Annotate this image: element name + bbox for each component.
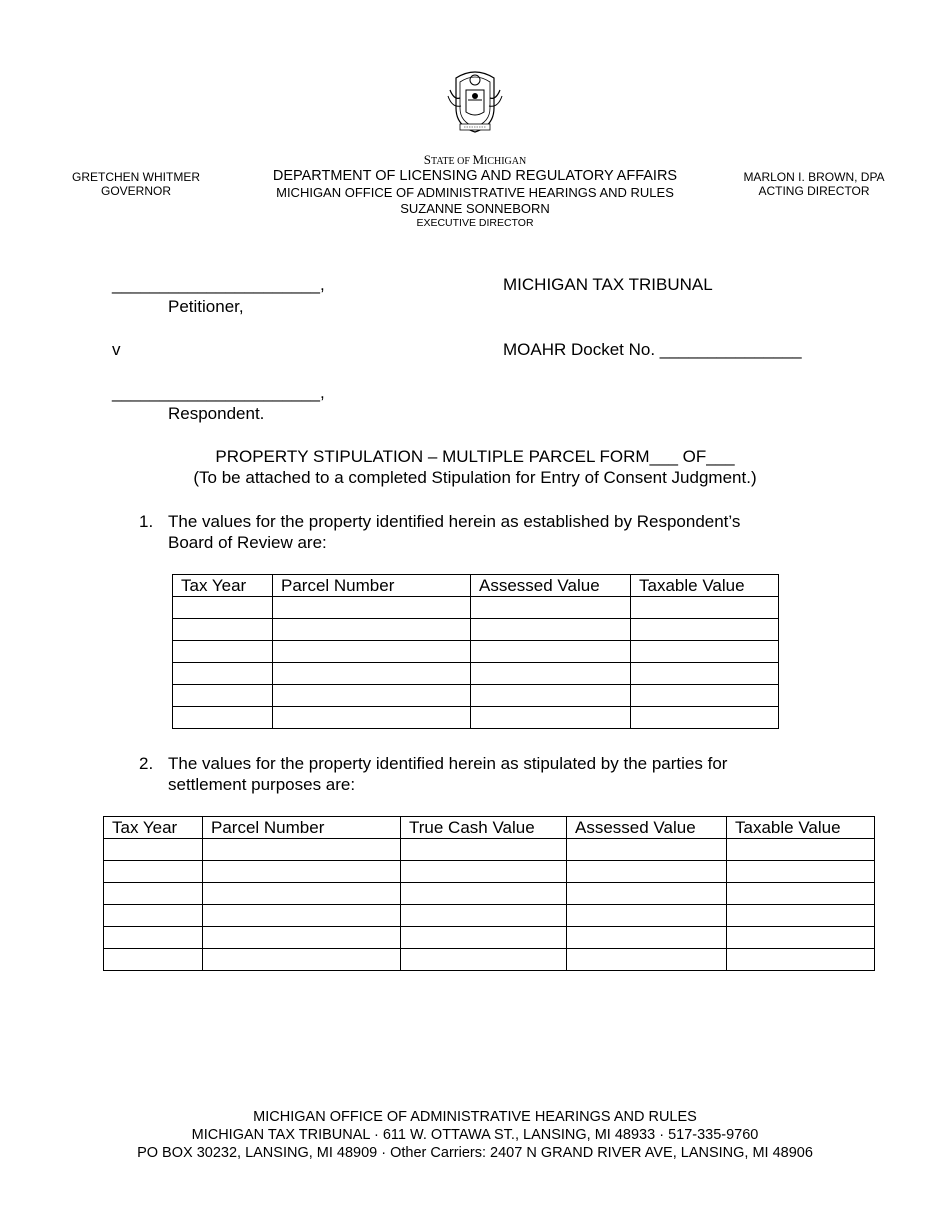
table-row: [173, 663, 779, 685]
table-row: [104, 883, 875, 905]
table-cell[interactable]: [401, 905, 567, 927]
table-cell[interactable]: [104, 927, 203, 949]
table-cell[interactable]: [203, 883, 401, 905]
table-cell[interactable]: [567, 905, 727, 927]
governor-name: GRETCHEN WHITMER: [72, 170, 200, 184]
column-header: Taxable Value: [631, 575, 779, 597]
table-cell[interactable]: [203, 839, 401, 861]
table-cell[interactable]: [401, 949, 567, 971]
section2-number: 2.: [139, 754, 154, 773]
state-name: STATE OF MICHIGAN: [423, 152, 527, 167]
director-block: [730, 170, 898, 198]
table-cell[interactable]: [401, 883, 567, 905]
table-row: [173, 619, 779, 641]
column-header: Assessed Value: [567, 817, 727, 839]
table-cell[interactable]: [631, 707, 779, 729]
table-cell[interactable]: [471, 707, 631, 729]
table-cell[interactable]: [631, 685, 779, 707]
settlement-values-table: [103, 816, 875, 971]
footer-line2: MICHIGAN TAX TRIBUNAL · 611 W. OTTAWA ST., LANSING, MI 48933 · 517-335-9760: [191, 1127, 759, 1143]
respondent-blank[interactable]: ______________________,: [112, 383, 325, 402]
executive-name: SUZANNE SONNEBORN: [400, 201, 550, 216]
table-cell[interactable]: [401, 927, 567, 949]
table-cell[interactable]: [104, 839, 203, 861]
table-cell[interactable]: [173, 707, 273, 729]
table-cell[interactable]: [173, 619, 273, 641]
table-row: [104, 949, 875, 971]
petitioner-blank[interactable]: ______________________,: [112, 275, 325, 294]
column-header: Tax Year: [173, 575, 273, 597]
table-header-row: [173, 575, 779, 597]
table-cell[interactable]: [401, 861, 567, 883]
tribunal-name: MICHIGAN TAX TRIBUNAL: [503, 275, 713, 294]
table-cell[interactable]: [727, 927, 875, 949]
column-header: Assessed Value: [471, 575, 631, 597]
table-cell[interactable]: [104, 883, 203, 905]
table-row: [173, 707, 779, 729]
table-cell[interactable]: [203, 861, 401, 883]
table-cell[interactable]: [203, 905, 401, 927]
table-cell[interactable]: [273, 597, 471, 619]
column-header: Parcel Number: [203, 817, 401, 839]
table-cell[interactable]: [631, 597, 779, 619]
section2-text-line1: The values for the property identified herein as stipulated by the parties for: [168, 754, 728, 773]
table-row: [104, 927, 875, 949]
column-header: True Cash Value: [401, 817, 567, 839]
table-cell[interactable]: [203, 949, 401, 971]
table-row: [104, 839, 875, 861]
table-cell[interactable]: [273, 707, 471, 729]
versus-label: v: [112, 340, 121, 359]
table-cell[interactable]: [173, 685, 273, 707]
table-cell[interactable]: [567, 839, 727, 861]
table-row: [104, 861, 875, 883]
table-cell[interactable]: [471, 641, 631, 663]
governor-title: GOVERNOR: [100, 184, 171, 198]
table-cell[interactable]: [567, 949, 727, 971]
footer-line1: MICHIGAN OFFICE OF ADMINISTRATIVE HEARINGS AND RULES: [253, 1109, 697, 1125]
table-cell[interactable]: [104, 949, 203, 971]
table-cell[interactable]: [203, 927, 401, 949]
petitioner-label: Petitioner,: [168, 297, 244, 316]
docket-number-field[interactable]: MOAHR Docket No. _______________: [503, 340, 802, 359]
table-row: [173, 641, 779, 663]
footer-line3: PO BOX 30232, LANSING, MI 48909 · Other Carriers: 2407 N GRAND RIVER AVE, LANSING, MI 48906: [137, 1145, 813, 1161]
table-header-row: [104, 817, 875, 839]
table-cell[interactable]: [104, 905, 203, 927]
table-cell[interactable]: [471, 597, 631, 619]
table-row: [173, 685, 779, 707]
form-title: PROPERTY STIPULATION – MULTIPLE PARCEL FORM___ OF___: [215, 447, 735, 466]
table-cell[interactable]: [567, 861, 727, 883]
section2-text-line2: settlement purposes are:: [168, 775, 356, 794]
column-header: Taxable Value: [727, 817, 875, 839]
table-cell[interactable]: [727, 861, 875, 883]
table-row: [104, 905, 875, 927]
table-cell[interactable]: [273, 619, 471, 641]
form-subtitle: (To be attached to a completed Stipulation for Entry of Consent Judgment.): [193, 468, 757, 487]
board-of-review-values-table: [172, 574, 779, 729]
table-cell[interactable]: [273, 641, 471, 663]
table-cell[interactable]: [727, 949, 875, 971]
table-cell[interactable]: [471, 685, 631, 707]
column-header: Parcel Number: [273, 575, 471, 597]
table-cell[interactable]: [173, 663, 273, 685]
respondent-label: Respondent.: [168, 404, 265, 423]
agency-header: [235, 152, 715, 230]
table-cell[interactable]: [173, 641, 273, 663]
section1-text-line2: Board of Review are:: [168, 533, 327, 552]
column-header: Tax Year: [104, 817, 203, 839]
director-title: ACTING DIRECTOR: [758, 184, 870, 198]
table-cell[interactable]: [631, 663, 779, 685]
table-cell[interactable]: [401, 839, 567, 861]
table-cell[interactable]: [727, 883, 875, 905]
table-cell[interactable]: [104, 861, 203, 883]
table-cell[interactable]: [631, 619, 779, 641]
office-name: MICHIGAN OFFICE OF ADMINISTRATIVE HEARINGS AND RULES: [276, 185, 674, 200]
table-cell[interactable]: [631, 641, 779, 663]
table-cell[interactable]: [471, 619, 631, 641]
department-name: DEPARTMENT OF LICENSING AND REGULATORY AFFAIRS: [272, 168, 678, 184]
table-cell[interactable]: [567, 883, 727, 905]
section1-text-line1: The values for the property identified herein as established by Respondent’s: [168, 512, 741, 531]
table-cell[interactable]: [173, 597, 273, 619]
section1-number: 1.: [139, 512, 154, 531]
table-cell[interactable]: [727, 839, 875, 861]
executive-title: EXECUTIVE DIRECTOR: [416, 217, 534, 229]
table-row: [173, 597, 779, 619]
table-cell[interactable]: [567, 927, 727, 949]
table-cell[interactable]: [273, 663, 471, 685]
governor-block: [56, 170, 216, 198]
table-cell[interactable]: [727, 905, 875, 927]
footer: [60, 1108, 890, 1162]
state-seal-icon: [446, 68, 504, 134]
table-cell[interactable]: [471, 663, 631, 685]
table-cell[interactable]: [273, 685, 471, 707]
director-name: MARLON I. BROWN, DPA: [743, 170, 885, 184]
